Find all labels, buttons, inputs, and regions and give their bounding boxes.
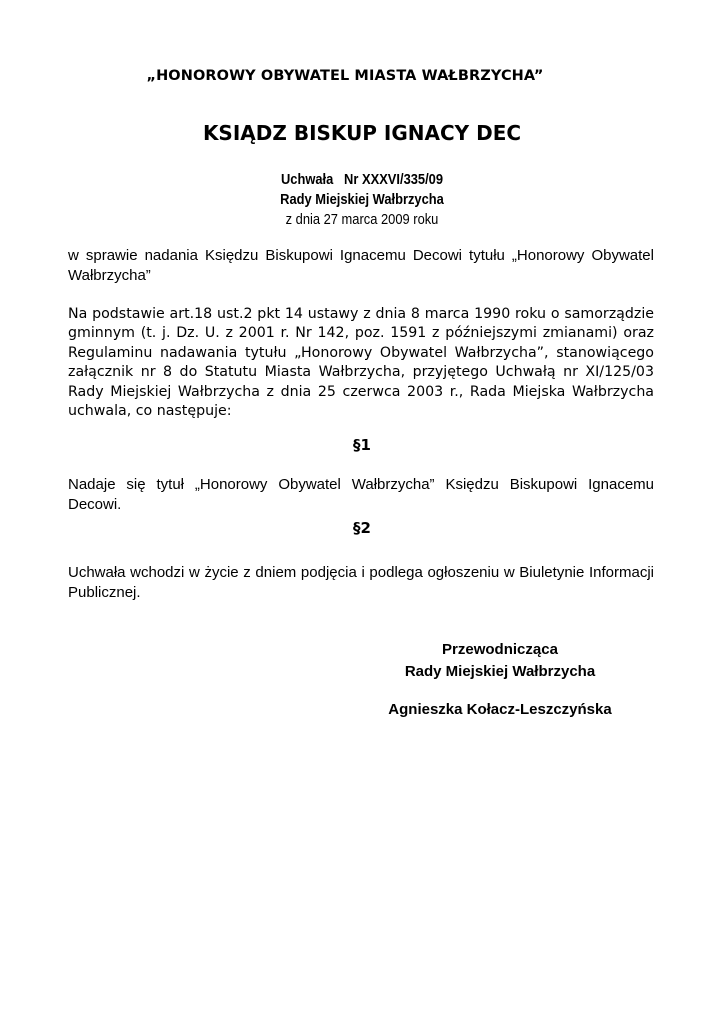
legal-basis-paragraph: Na podstawie art.18 ust.2 pkt 14 ustawy z dnia 8 marca 1990 roku o samorządzie gminnym (t. j. Dz. U. z 2001 r. Nr 142, poz. 1591 z późniejszymi zmianami) oraz Regulaminu nadawania tytułu „Honorowy Obywatel Wałbrzycha”, stanowiącego załącznik nr 8 do Statutu Miasta Wałbrzycha, przyjętego Uchwałą nr XI/125/03 Rady Miejskiej Wałbrzycha z dnia 25 czerwca 2003 r., Rada Miejska Wałbrzycha uchwala, co następuje: (68, 306, 654, 420)
signature-name: Agnieszka Kołacz-Leszczyńska (388, 701, 612, 718)
signature-block (360, 639, 640, 721)
signature-role-line2: Rady Miejskiej Wałbrzycha (404, 663, 596, 680)
resolution-header (51, 170, 674, 230)
signature-role-line1: Przewodnicząca (442, 641, 558, 658)
section-1-sign: §1 (353, 436, 371, 454)
honor-heading: „HONOROWY OBYWATEL MIASTA WAŁBRZYCHA” (146, 68, 544, 84)
resolution-date: z dnia 27 marca 2009 roku (285, 211, 439, 228)
page-title: KSIĄDZ BISKUP IGNACY DEC (202, 121, 522, 145)
section-2-sign: §2 (353, 519, 371, 537)
section-1-text: Nadaje się tytuł „Honorowy Obywatel Wałbrzycha” Księdzu Biskupowi Ignacemu Decowi. (68, 476, 654, 513)
resolution-number: Uchwała Nr XXXVI/335/09 (280, 171, 444, 188)
resolution-council: Rady Miejskiej Wałbrzycha (280, 191, 444, 208)
resolution-subject: w sprawie nadania Księdzu Biskupowi Ignacemu Decowi tytułu „Honorowy Obywatel Wałbrzycha” (68, 247, 654, 284)
section-2-text: Uchwała wchodzi w życie z dniem podjęcia i podlega ogłoszeniu w Biuletynie Informacji Publicznej. (68, 564, 654, 601)
